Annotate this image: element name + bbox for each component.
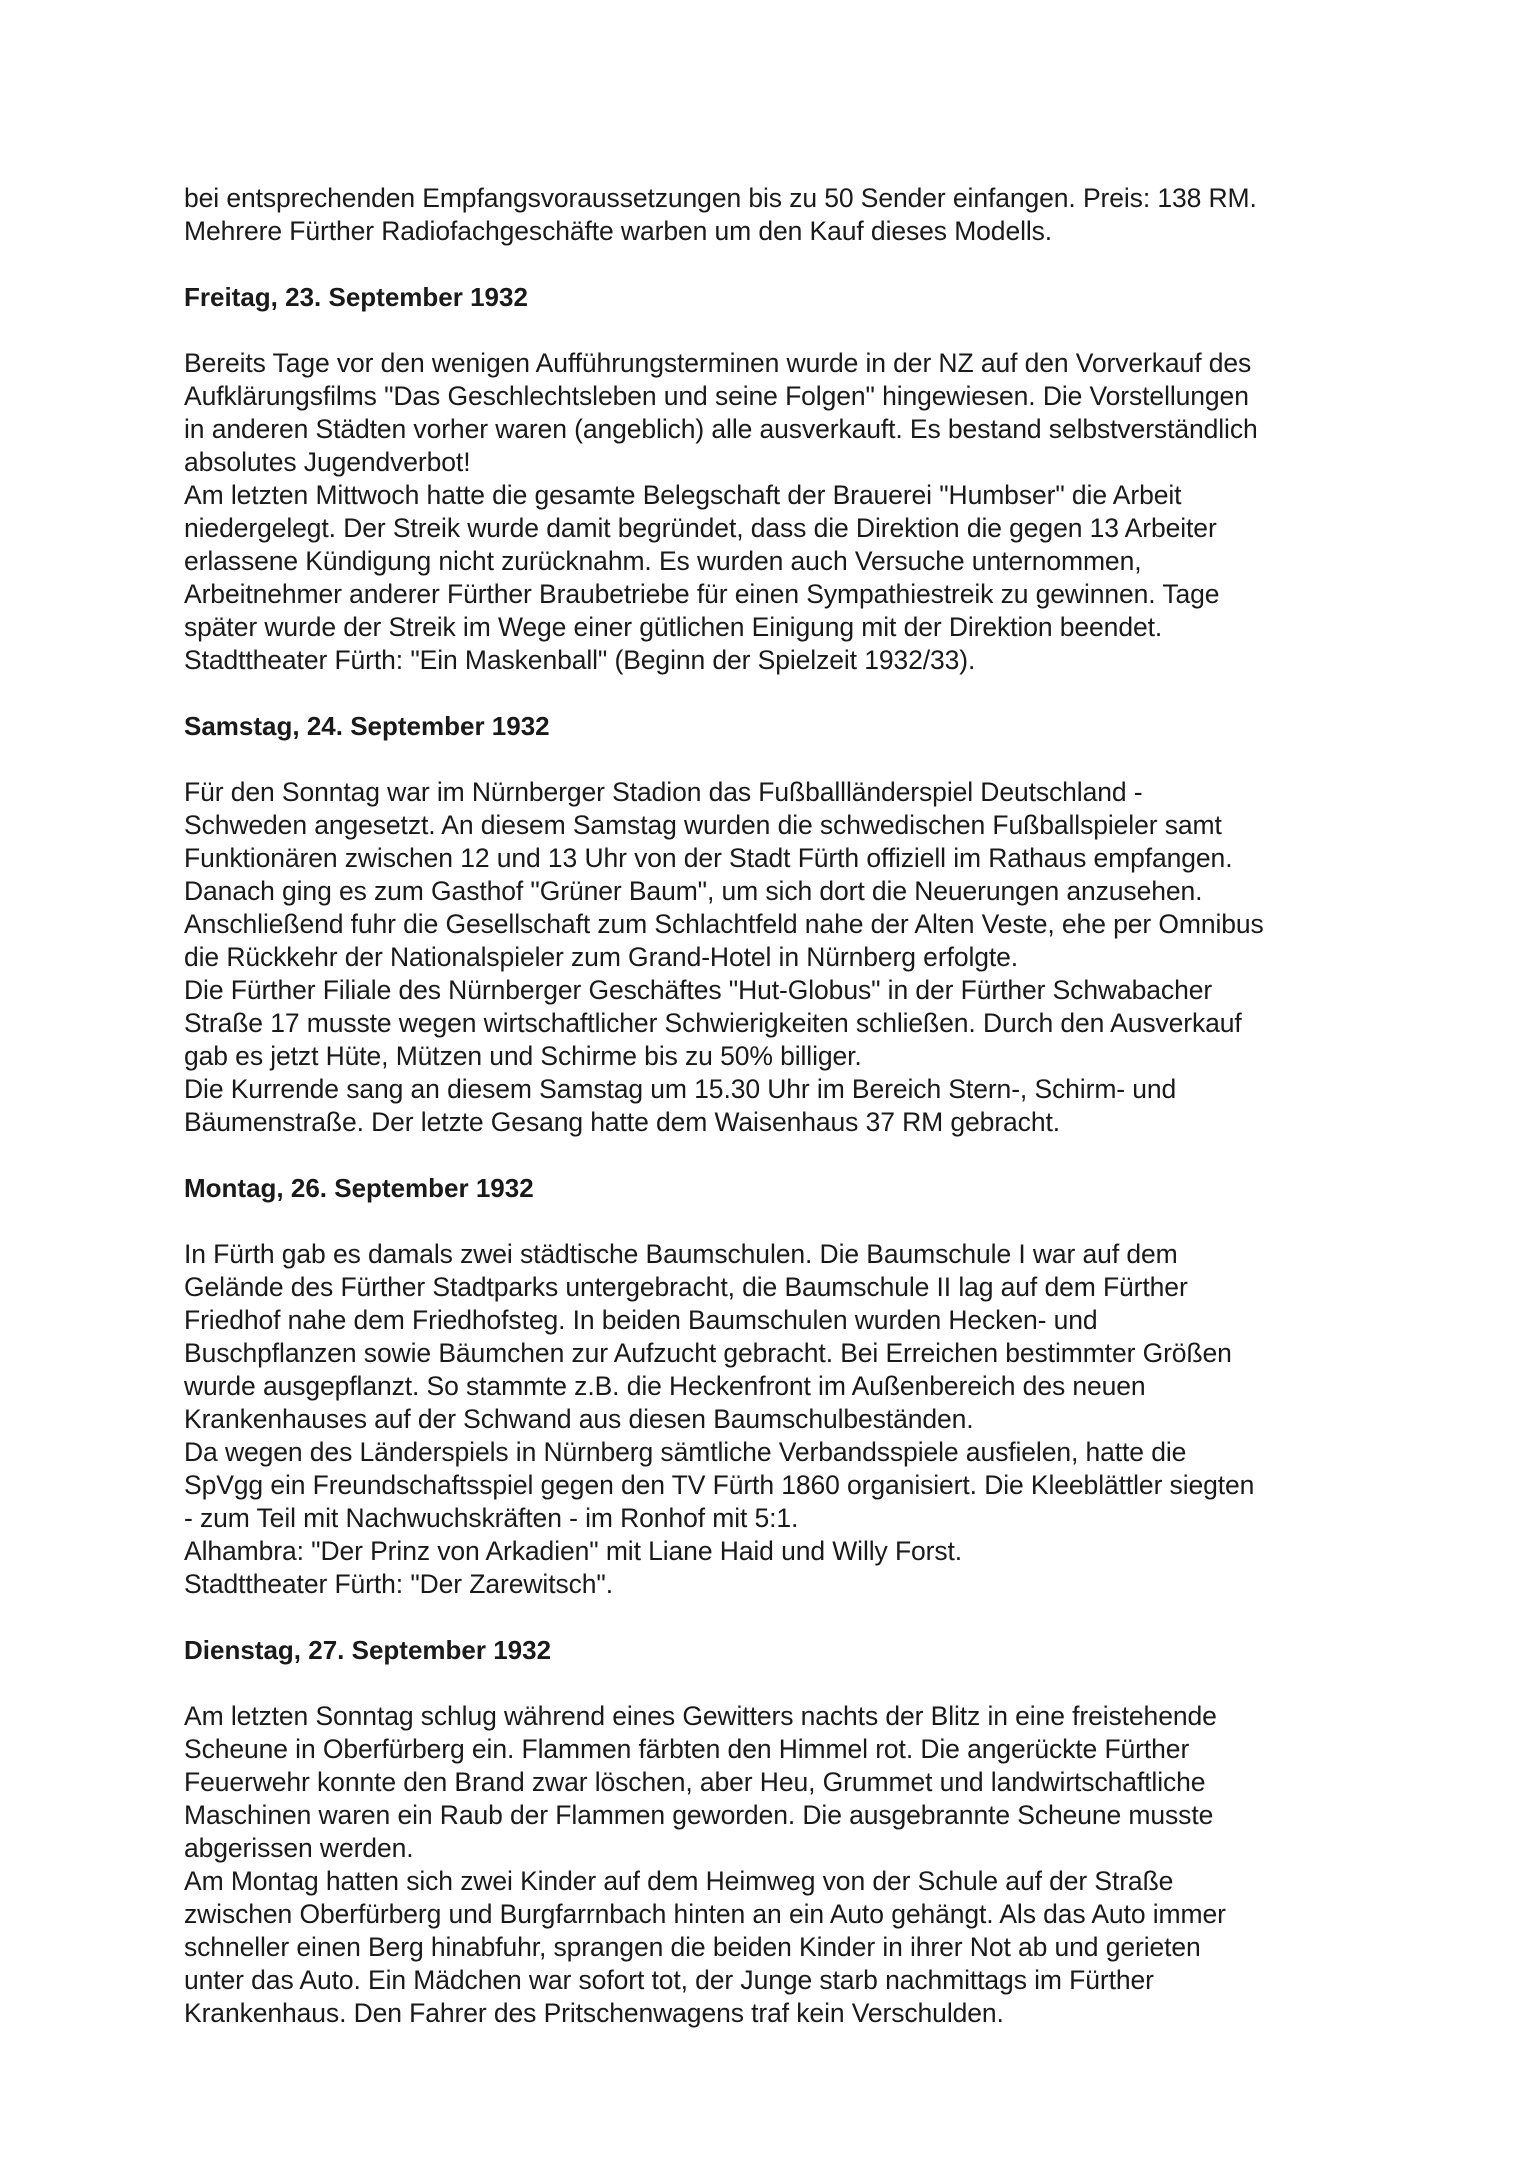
- paragraph-line: Straße 17 musste wegen wirtschaftlicher Schwierigkeiten schließen. Durch den Ausverkauf: [184, 1008, 1242, 1038]
- paragraph-line: Bäumenstraße. Der letzte Gesang hatte dem Waisenhaus 37 RM gebracht.: [184, 1107, 1060, 1137]
- paragraph-line: Für den Sonntag war im Nürnberger Stadion das Fußballländerspiel Deutschland -: [184, 777, 1143, 807]
- section-montag: [184, 1172, 1384, 1601]
- paragraph-line: gab es jetzt Hüte, Mützen und Schirme bis zu 50% billiger.: [184, 1041, 862, 1071]
- section-heading: Dienstag, 27. September 1932: [184, 1635, 552, 1665]
- intro-line: bei entsprechenden Empfangsvoraussetzungen bis zu 50 Sender einfangen. Preis: 138 RM.: [184, 183, 1257, 213]
- section-heading: Freitag, 23. September 1932: [184, 282, 528, 312]
- document-page: [184, 182, 1384, 2030]
- paragraph-line: Aufklärungsfilms "Das Geschlechtsleben und seine Folgen" hingewiesen. Die Vorstellungen: [184, 381, 1249, 411]
- paragraph-line: Maschinen waren ein Raub der Flammen geworden. Die ausgebrannte Scheune musste: [184, 1800, 1214, 1830]
- paragraph-line: Alhambra: "Der Prinz von Arkadien" mit Liane Haid und Willy Forst.: [184, 1536, 963, 1566]
- paragraph-line: erlassene Kündigung nicht zurücknahm. Es wurden auch Versuche unternommen,: [184, 546, 1142, 576]
- paragraph-line: Stadttheater Fürth: "Der Zarewitsch".: [184, 1569, 613, 1599]
- paragraph-line: unter das Auto. Ein Mädchen war sofort tot, der Junge starb nachmittags im Fürther: [184, 1965, 1154, 1995]
- paragraph-line: Am letzten Mittwoch hatte die gesamte Belegschaft der Brauerei "Humbser" die Arbeit: [184, 480, 1182, 510]
- paragraph-line: Bereits Tage vor den wenigen Aufführungsterminen wurde in der NZ auf den Vorverkauf des: [184, 348, 1252, 378]
- paragraph-line: Danach ging es zum Gasthof "Grüner Baum", um sich dort die Neuerungen anzusehen.: [184, 876, 1203, 906]
- paragraph-line: Da wegen des Länderspiels in Nürnberg sämtliche Verbandsspiele ausfielen, hatte die: [184, 1437, 1187, 1467]
- section-heading: Montag, 26. September 1932: [184, 1173, 534, 1203]
- section-freitag: [184, 281, 1384, 677]
- paragraph-line: Die Kurrende sang an diesem Samstag um 15.30 Uhr im Bereich Stern-, Schirm- und: [184, 1074, 1177, 1104]
- paragraph-line: Arbeitnehmer anderer Fürther Braubetriebe für einen Sympathiestreik zu gewinnen. Tage: [184, 579, 1220, 609]
- paragraph-line: Krankenhaus. Den Fahrer des Pritschenwagens traf kein Verschulden.: [184, 1998, 1004, 2028]
- paragraph-line: schneller einen Berg hinabfuhr, sprangen die beiden Kinder in ihrer Not ab und gerieten: [184, 1932, 1201, 1962]
- paragraph-line: Die Fürther Filiale des Nürnberger Geschäftes "Hut-Globus" in der Fürther Schwabacher: [184, 975, 1213, 1005]
- paragraph-line: absolutes Jugendverbot!: [184, 447, 471, 477]
- paragraph-line: zwischen Oberfürberg und Burgfarrnbach hinten an ein Auto gehängt. Als das Auto immer: [184, 1899, 1226, 1929]
- paragraph-line: - zum Teil mit Nachwuchskräften - im Ronhof mit 5:1.: [184, 1503, 799, 1533]
- paragraph-line: später wurde der Streik im Wege einer gütlichen Einigung mit der Direktion beendet.: [184, 612, 1163, 642]
- paragraph-line: SpVgg ein Freundschaftsspiel gegen den TV Fürth 1860 organisiert. Die Kleeblättler siegten: [184, 1470, 1255, 1500]
- paragraph-line: wurde ausgepflanzt. So stammte z.B. die Heckenfront im Außenbereich des neuen: [184, 1371, 1146, 1401]
- paragraph-line: Anschließend fuhr die Gesellschaft zum Schlachtfeld nahe der Alten Veste, ehe per Omnibus: [184, 909, 1264, 939]
- paragraph-line: abgerissen werden.: [184, 1833, 414, 1863]
- paragraph-line: Buschpflanzen sowie Bäumchen zur Aufzucht gebracht. Bei Erreichen bestimmter Größen: [184, 1338, 1232, 1368]
- paragraph-line: Scheune in Oberfürberg ein. Flammen färbten den Himmel rot. Die angerückte Fürther: [184, 1734, 1190, 1764]
- paragraph-line: die Rückkehr der Nationalspieler zum Grand-Hotel in Nürnberg erfolgte.: [184, 942, 1019, 972]
- paragraph-line: In Fürth gab es damals zwei städtische Baumschulen. Die Baumschule I war auf dem: [184, 1239, 1178, 1269]
- paragraph-line: Krankenhauses auf der Schwand aus diesen Baumschulbeständen.: [184, 1404, 974, 1434]
- paragraph-line: Am letzten Sonntag schlug während eines Gewitters nachts der Blitz in eine freistehende: [184, 1701, 1217, 1731]
- paragraph-line: Schweden angesetzt. An diesem Samstag wurden die schwedischen Fußballspieler samt: [184, 810, 1222, 840]
- paragraph-line: Stadttheater Fürth: "Ein Maskenball" (Beginn der Spielzeit 1932/33).: [184, 645, 976, 675]
- intro-paragraph: [184, 182, 1384, 248]
- paragraph-line: Gelände des Fürther Stadtparks untergebracht, die Baumschule II lag auf dem Fürther: [184, 1272, 1188, 1302]
- paragraph-line: Feuerwehr konnte den Brand zwar löschen, aber Heu, Grummet und landwirtschaftliche: [184, 1767, 1206, 1797]
- paragraph-line: Am Montag hatten sich zwei Kinder auf dem Heimweg von der Schule auf der Straße: [184, 1866, 1174, 1896]
- section-dienstag: [184, 1634, 1384, 2030]
- paragraph-line: Funktionären zwischen 12 und 13 Uhr von der Stadt Fürth offiziell im Rathaus empfangen.: [184, 843, 1233, 873]
- paragraph-line: in anderen Städten vorher waren (angeblich) alle ausverkauft. Es bestand selbstverständlich: [184, 414, 1258, 444]
- section-heading: Samstag, 24. September 1932: [184, 711, 550, 741]
- section-samstag: [184, 710, 1384, 1139]
- intro-line: Mehrere Fürther Radiofachgeschäfte warben um den Kauf dieses Modells.: [184, 216, 1053, 246]
- paragraph-line: Friedhof nahe dem Friedhofsteg. In beiden Baumschulen wurden Hecken- und: [184, 1305, 1098, 1335]
- paragraph-line: niedergelegt. Der Streik wurde damit begründet, dass die Direktion die gegen 13 Arbeiter: [184, 513, 1217, 543]
